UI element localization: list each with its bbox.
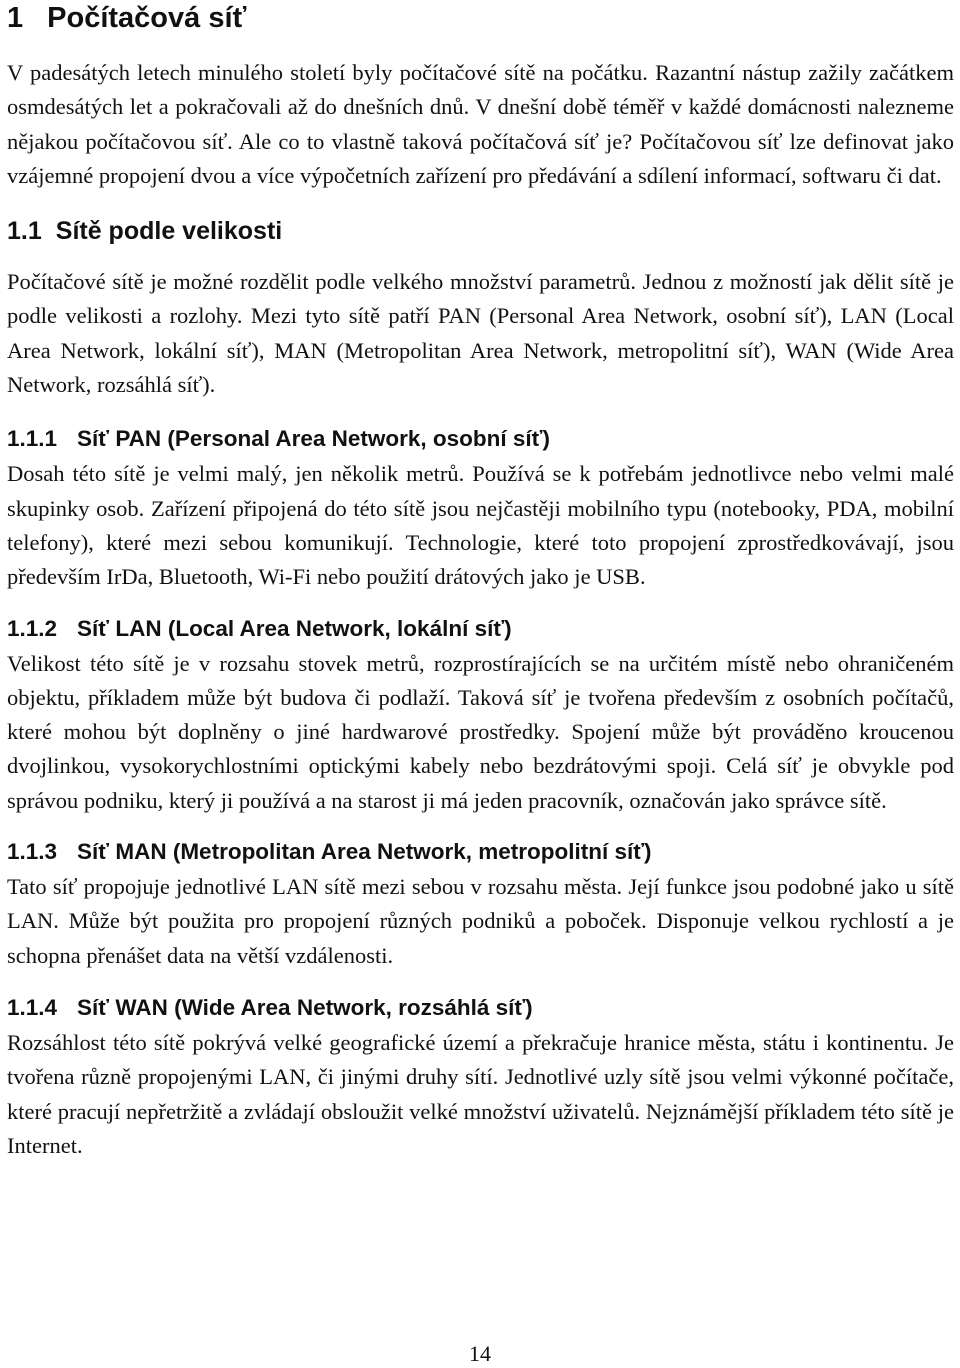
subsection-title: Síť PAN (Personal Area Network, osobní síť) [77,426,550,452]
chapter-title: Počítačová síť [47,2,247,34]
section-title: Sítě podle velikosti [55,217,283,246]
subsection-heading-man [7,838,954,866]
subsection-number: 1.1.1 [7,426,58,452]
chapter-number: 1 [7,2,24,34]
subsection-title: Síť LAN (Local Area Network, lokální síť) [77,615,512,641]
section-number: 1.1 [7,217,42,246]
intro-paragraph: V padesátých letech minulého století byly počítačové sítě na počátku. Razantní nástup zažily začátkem osmdesátých let a pokračovali až do dnešních dnů. V dnešní době téměř v každé domácnosti nalezneme nějakou počítačovou síť. Ale co to vlastně taková počítačová síť je? Počítačovou síť lze definovat jako vzájemné propojení dvou a více výpočetních zařízení pro předávání a sdílení informací, softwaru či dat. [7,60,954,188]
subsection-heading-lan [7,615,954,643]
subsection-title: Síť MAN (Metropolitan Area Network, metropolitní síť) [77,839,652,865]
subsection-title: Síť WAN (Wide Area Network, rozsáhlá síť) [77,994,533,1020]
section-heading [7,216,954,246]
subsection-number: 1.1.4 [7,994,58,1020]
sizes-paragraph: Počítačové sítě je možné rozdělit podle velkého množství parametrů. Jednou z možností jak dělit sítě je podle velikosti a rozlohy. Mezi tyto sítě patří PAN (Personal Area Network, osobní síť), LAN (Local Area Network, lokální síť), MAN (Metropolitan Area Network, metropolitní síť), WAN (Wide Area Network, rozsáhlá síť). [7,269,954,398]
pan-paragraph: Dosah této sítě je velmi malý, jen několik metrů. Používá se k potřebám jednotlivce nebo velmi malé skupinky osob. Zařízení připojená do této sítě jsou nejčastěji mobilního typu (notebooky, PDA, mobilní telefony), které mezi sebou komunikují. Technologie, které toto propojení zprostředkovávají, jsou především IrDa, Bluetooth, Wi-Fi nebo použití drátových jako je USB. [7,461,954,590]
chapter-heading [7,1,954,35]
lan-paragraph: Velikost této sítě je v rozsahu stovek metrů, rozprostírajících se na určitém místě nebo ohraničeném objektu, příkladem může být budova či podlaží. Taková síť je tvořena především z osobních počítačů, které mohou být doplněny o jiné hardwarové prostředky. Spojení může být prováděno kroucenou dvojlinkou, vysokorychlostními optickými kabely nebo bezdrátovými spoji. Celá síť je obvykle pod správou podniku, který ji používá a na starost ji má jeden pracovník, označován jako správce sítě. [7,650,954,813]
subsection-heading-pan [7,425,954,453]
subsection-number: 1.1.3 [7,839,58,865]
subsection-number: 1.1.2 [7,615,58,641]
page-number: 14 [469,1341,491,1366]
subsection-heading-wan [7,994,954,1022]
wan-paragraph: Rozsáhlost této sítě pokrývá velké geografické území a překračuje hranice města, státu i kontinentu. Je tvořena různě propojenými LAN, či jinými druhy sítí. Jednotlivé uzly sítě jsou velmi výkonné počítače, které pracují nepřetržitě a zvládají obsloužit velké množství uživatelů. Nejznámější příkladem této sítě je Internet. [7,1029,954,1158]
man-paragraph: Tato síť propojuje jednotlivé LAN sítě mezi sebou v rozsahu města. Její funkce jsou podobné jako u sítě LAN. Může být použita pro propojení různých podniků a poboček. Disponuje velkou rychlostí a je schopna přenášet data na větší vzdálenosti. [7,874,954,968]
